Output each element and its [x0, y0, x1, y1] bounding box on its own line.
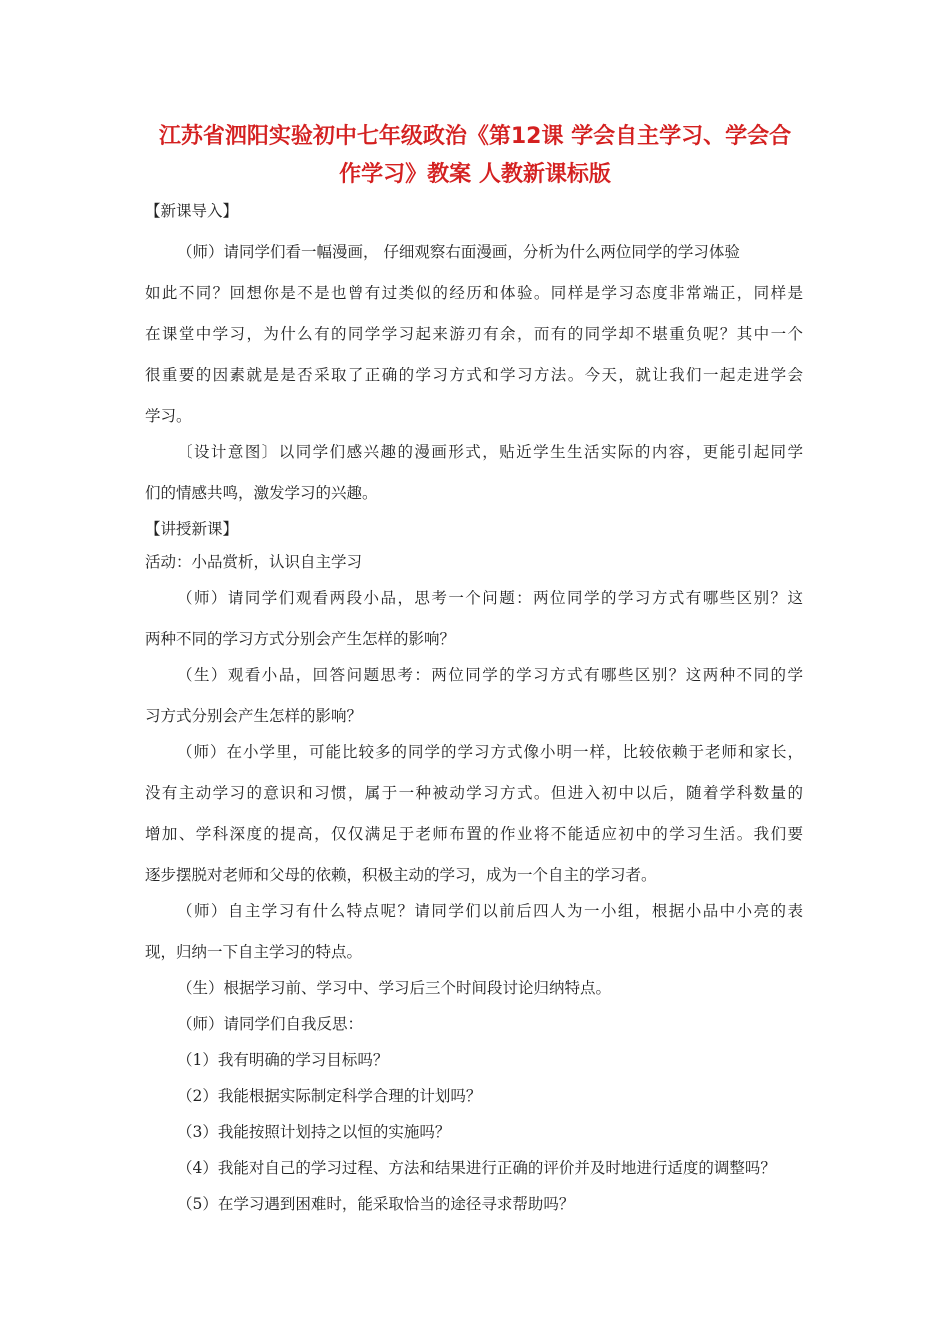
paragraph-line: 们的情感共鸣，激发学习的兴趣。 [145, 484, 378, 502]
paragraph-line: 如此不同？回想你是不是也曾有过类似的经历和体验。同样是学习态度非常端正，同样是 [145, 284, 803, 302]
list-item: （5）在学习遇到困难时，能采取恰当的途径寻求帮助吗？ [177, 1195, 575, 1213]
document-title-line-2: 作学习》教案 人教新课标版 [339, 162, 611, 187]
paragraph-line: （生）根据学习前、学习中、学习后三个时间段讨论归纳特点。 [177, 979, 612, 997]
list-item: （2）我能根据实际制定科学合理的计划吗？ [177, 1087, 482, 1105]
paragraph-line: （师）请同学们看一幅漫画， 仔细观察右面漫画，分析为什么两位同学的学习体验 [177, 243, 740, 261]
list-item: （4）我能对自己的学习过程、方法和结果进行正确的评价并及时地进行适度的调整吗？ [177, 1159, 776, 1177]
section-heading-intro: 【新课导入】 [145, 202, 239, 220]
paragraph-line: 〔设计意图〕以同学们感兴趣的漫画形式，贴近学生生活实际的内容，更能引起同学 [177, 443, 803, 461]
paragraph-line: 没有主动学习的意识和习惯，属于一种被动学习方式。但进入初中以后，随着学科数量的 [145, 784, 803, 802]
list-item: （1）我有明确的学习目标吗？ [177, 1051, 389, 1069]
section-heading-lecture: 【讲授新课】 [145, 520, 239, 538]
paragraph-line: 学习。 [145, 407, 192, 425]
paragraph-line: 在课堂中学习，为什么有的同学学习起来游刃有余，而有的同学却不堪重负呢？其中一个 [145, 325, 803, 343]
paragraph-line: 很重要的因素就是是否采取了正确的学习方式和学习方法。今天，就让我们一起走进学会 [145, 366, 803, 384]
list-item: （3）我能按照计划持之以恒的实施吗？ [177, 1123, 451, 1141]
paragraph-line: （师）自主学习有什么特点呢？请同学们以前后四人为一小组，根据小品中小亮的表 [177, 902, 803, 920]
paragraph-line: 习方式分别会产生怎样的影响？ [145, 707, 363, 725]
document-title-line-1: 江苏省泗阳实验初中七年级政治《第12课 学会自主学习、学会合 [158, 124, 792, 149]
paragraph-line: 现，归纳一下自主学习的特点。 [145, 943, 363, 961]
activity-label: 活动：小品赏析，认识自主学习 [145, 553, 363, 571]
paragraph-line: （师）请同学们观看两段小品，思考一个问题：两位同学的学习方式有哪些区别？这 [177, 589, 803, 607]
paragraph-line: （生）观看小品，回答问题思考：两位同学的学习方式有哪些区别？这两种不同的学 [177, 666, 803, 684]
paragraph-line: （师）请同学们自我反思： [177, 1015, 364, 1033]
paragraph-line: 逐步摆脱对老师和父母的依赖，积极主动的学习，成为一个自主的学习者。 [145, 866, 657, 884]
paragraph-line: 两种不同的学习方式分别会产生怎样的影响？ [145, 630, 456, 648]
paragraph-line: 增加、学科深度的提高，仅仅满足于老师布置的作业将不能适应初中的学习生活。我们要 [145, 825, 803, 843]
paragraph-line: （师）在小学里，可能比较多的同学的学习方式像小明一样，比较依赖于老师和家长， [177, 743, 803, 761]
